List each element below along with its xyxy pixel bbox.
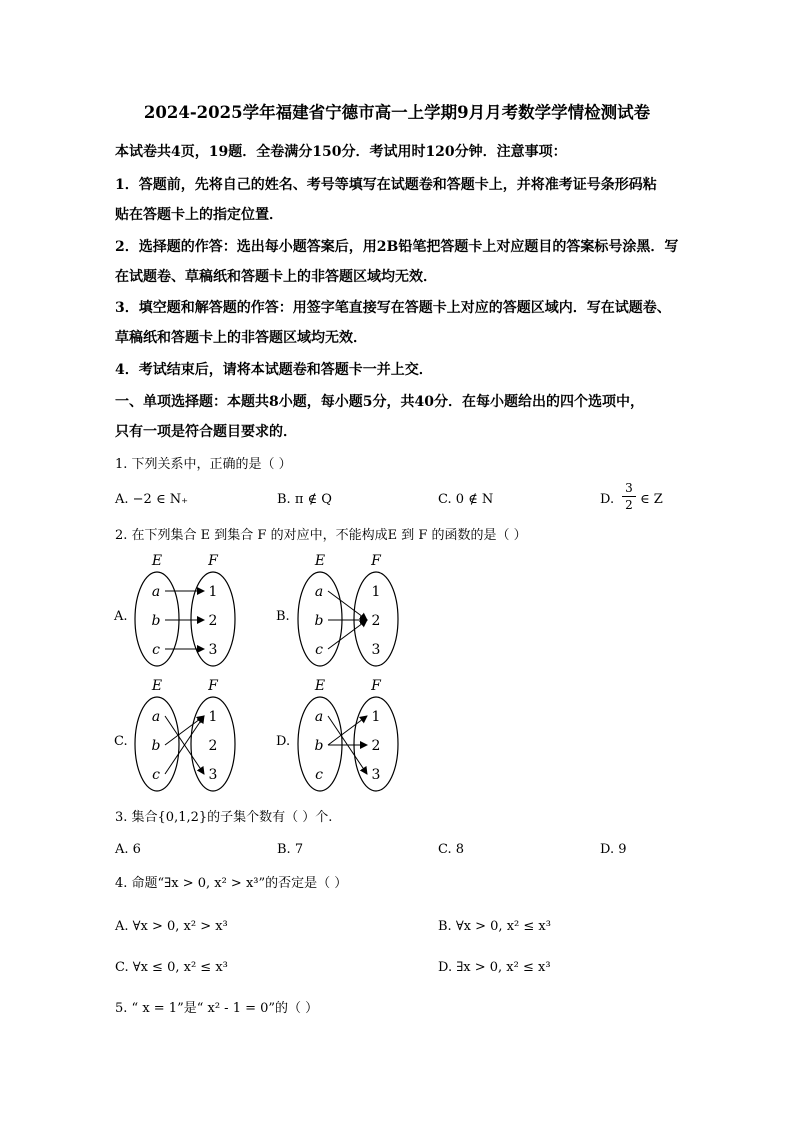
q1-option-c: C. 0 ∉ N bbox=[438, 492, 494, 507]
exam-intro: 本试卷共4页，19题．全卷满分150分．考试用时120分钟．注意事项： bbox=[115, 144, 567, 160]
diagram-d-e-element-b: b bbox=[314, 738, 324, 754]
note-2-line-1: 2．选择题的作答：选出每小题答案后，用2B铅笔把答题卡上对应题目的答案标号涂黑．写 bbox=[115, 239, 679, 255]
diagram-d-set-e-label: E bbox=[314, 678, 326, 694]
diagram-b-e-element-c: c bbox=[315, 642, 323, 658]
diagram-b-set-e-label: E bbox=[314, 553, 326, 569]
q3-option-b: B. 7 bbox=[277, 842, 304, 857]
diagram-c-f-element-3: 3 bbox=[208, 767, 218, 783]
q1-option-a: A. −2 ∈ N₊ bbox=[115, 492, 188, 507]
diagram-b-arrow-a-to-2 bbox=[328, 591, 367, 620]
q2-stem: 2. 在下列集合 E 到集合 F 的对应中，不能构成E 到 F 的函数的是（ ） bbox=[115, 528, 527, 543]
note-2-line-2: 在试题卷、草稿纸和答题卡上的非答题区域均无效． bbox=[115, 269, 437, 285]
diagram-d-e-element-a: a bbox=[314, 709, 324, 725]
q5-stem: 5. “ x = 1”是“ x² - 1 = 0”的（ ） bbox=[115, 1001, 319, 1016]
q1-option-d-prefix: D. bbox=[600, 492, 615, 507]
note-3-line-2: 草稿纸和答题卡上的非答题区域均无效． bbox=[115, 330, 367, 346]
section-1-heading-line-2: 只有一项是符合题目要求的． bbox=[115, 424, 297, 440]
q4-option-c: C. ∀x ≤ 0, x² ≤ x³ bbox=[115, 960, 228, 975]
note-3-line-1: 3．填空题和解答题的作答：用签字笔直接写在答题卡上对应的答题区域内．写在试题卷、 bbox=[115, 300, 671, 316]
diagram-b-f-element-2: 2 bbox=[371, 613, 381, 629]
diagram-c-f-element-2: 2 bbox=[208, 738, 218, 754]
q3-stem: 3. 集合{0,1,2}的子集个数有（ ）个. bbox=[115, 810, 333, 825]
q3-option-a: A. 6 bbox=[115, 842, 141, 857]
fraction-numerator: 3 bbox=[625, 481, 633, 495]
diagram-b-f-element-1: 1 bbox=[371, 584, 381, 600]
diagram-d-arrow-b-to-1 bbox=[328, 716, 367, 745]
diagram-d-f-element-1: 1 bbox=[371, 709, 381, 725]
diagram-b-e-element-a: a bbox=[314, 584, 324, 600]
q2-option-a-label: A. bbox=[114, 609, 128, 624]
diagram-c-set-e-label: E bbox=[151, 678, 163, 694]
diagram-b-e-element-b: b bbox=[314, 613, 324, 629]
q3-option-d: D. 9 bbox=[600, 842, 627, 857]
diagram-d-set-f-label: F bbox=[371, 678, 381, 694]
q1-option-d-relation: ∈ Z bbox=[640, 492, 663, 507]
diagram-b-arrow-c-to-2 bbox=[328, 620, 367, 649]
q2-option-b-label: B. bbox=[276, 609, 290, 624]
diagram-a-f-element-1: 1 bbox=[208, 584, 218, 600]
fraction-denominator: 2 bbox=[625, 498, 633, 512]
q1-option-b: B. π ∉ Q bbox=[277, 492, 332, 507]
diagram-c-f-element-1: 1 bbox=[208, 709, 218, 725]
q1-stem: 1. 下列关系中，正确的是（ ） bbox=[115, 457, 292, 472]
q4-option-d: D. ∃x > 0, x² ≤ x³ bbox=[438, 960, 551, 975]
diagram-a-e-element-c: c bbox=[152, 642, 160, 658]
diagram-a-set-f-label: F bbox=[208, 553, 218, 569]
q3-option-c: C. 8 bbox=[438, 842, 465, 857]
diagram-c-e-element-c: c bbox=[152, 767, 160, 783]
diagram-d-f-element-3: 3 bbox=[371, 767, 381, 783]
diagram-a-e-element-b: b bbox=[151, 613, 161, 629]
diagram-d-e-element-c: c bbox=[315, 767, 323, 783]
diagram-c-arrow-b-to-1 bbox=[165, 716, 204, 745]
diagram-a-e-element-a: a bbox=[151, 584, 161, 600]
note-4-line-1: 4．考试结束后，请将本试题卷和答题卡一并上交． bbox=[115, 362, 433, 378]
exam-title: 2024-2025学年福建省宁德市高一上学期9月月考数学学情检测试卷 bbox=[143, 103, 651, 122]
q4-option-b: B. ∀x > 0, x² ≤ x³ bbox=[438, 919, 551, 934]
diagram-a-f-element-3: 3 bbox=[208, 642, 218, 658]
diagram-a-set-e-label: E bbox=[151, 553, 163, 569]
diagram-d-f-element-2: 2 bbox=[371, 738, 381, 754]
diagram-c-set-f-label: F bbox=[208, 678, 218, 694]
diagram-c-e-element-a: a bbox=[151, 709, 161, 725]
section-1-heading-line-1: 一、单项选择题：本题共8小题，每小题5分，共40分．在每小题给出的四个选项中， bbox=[115, 394, 644, 410]
diagram-b-set-f-label: F bbox=[371, 553, 381, 569]
diagram-a-f-element-2: 2 bbox=[208, 613, 218, 629]
q2-option-c-label: C. bbox=[114, 734, 128, 749]
diagram-b-f-element-3: 3 bbox=[371, 642, 381, 658]
q2-option-d-label: D. bbox=[276, 734, 291, 749]
q4-option-a: A. ∀x > 0, x² > x³ bbox=[115, 919, 228, 934]
note-1-line-1: 1．答题前，先将自己的姓名、考号等填写在试题卷和答题卡上，并将准考证号条形码粘 bbox=[115, 177, 657, 193]
note-1-line-2: 贴在答题卡上的指定位置． bbox=[115, 207, 283, 223]
q4-stem: 4. 命题“∃x > 0, x² > x³”的否定是（ ） bbox=[115, 876, 348, 891]
diagram-c-e-element-b: b bbox=[151, 738, 161, 754]
